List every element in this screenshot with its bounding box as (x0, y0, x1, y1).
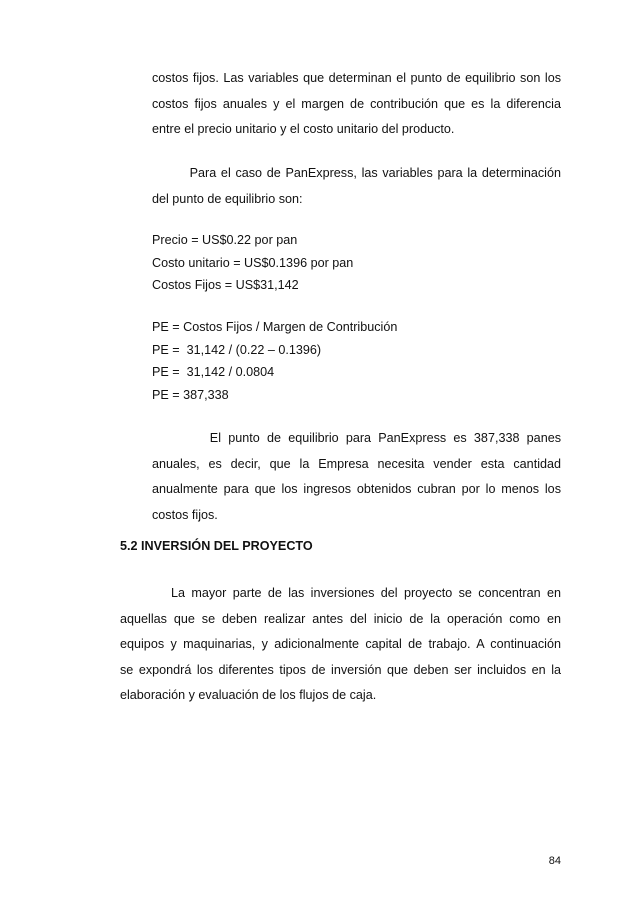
paragraph-text (152, 426, 561, 528)
text-line: costos fijos anuales y el margen de contribución que es la diferencia (152, 96, 561, 111)
break-even-formula (152, 316, 561, 406)
price-line: Precio = US$0.22 por pan (152, 233, 298, 247)
section-heading: 5.2 INVERSIÓN DEL PROYECTO (120, 539, 313, 553)
text-line: La mayor parte de las inversiones del proyecto se concentran en (120, 586, 561, 600)
text-line: se expondrá los diferentes tipos de inversión que deben ser incluidos en la (120, 662, 561, 677)
text-line: entre el precio unitario y el costo unitario del producto. (152, 122, 455, 136)
page-number: 84 (548, 855, 561, 867)
paragraph-panexpress-variables (152, 161, 561, 212)
formula-result-line: PE = 387,338 (152, 387, 229, 402)
paragraph-text (152, 66, 561, 143)
fixed-costs-line: Costos Fijos = US$31,142 (152, 278, 299, 292)
formula-line: PE = 31,142 / 0.0804 (152, 365, 275, 379)
paragraph-break-even-result (152, 426, 561, 528)
paragraph-project-investment (120, 581, 561, 709)
paragraph-text (152, 161, 561, 212)
text-line: costos fijos. (152, 507, 218, 522)
text-line: elaboración y evaluación de los flujos de caja. (120, 688, 377, 702)
unit-cost-line: Costo unitario = US$0.1396 por pan (152, 255, 354, 270)
formula-line: PE = 31,142 / (0.22 – 0.1396) (152, 342, 322, 357)
text-line: anuales, es decir, que la Empresa necesita vender esta cantidad (152, 456, 561, 471)
text-line: del punto de equilibrio son: (152, 191, 303, 206)
text-line: anualmente para que los ingresos obtenidos cubran por lo menos los (152, 482, 561, 496)
paragraph-text (120, 581, 561, 709)
variables-list (152, 229, 561, 297)
text-line: aquellas que se deben realizar antes del inicio de la operación como en (120, 611, 561, 626)
text-line: costos fijos. Las variables que determinan el punto de equilibrio son los (152, 71, 561, 85)
text-line: Para el caso de PanExpress, las variables para la determinación (152, 166, 561, 180)
formula-line: PE = Costos Fijos / Margen de Contribución (152, 320, 398, 334)
text-line: El punto de equilibrio para PanExpress es 387,338 panes (152, 431, 561, 445)
paragraph-fixed-costs-intro (152, 66, 561, 143)
text-line: equipos y maquinarias, y adicionalmente capital de trabajo. A continuación (120, 637, 561, 651)
